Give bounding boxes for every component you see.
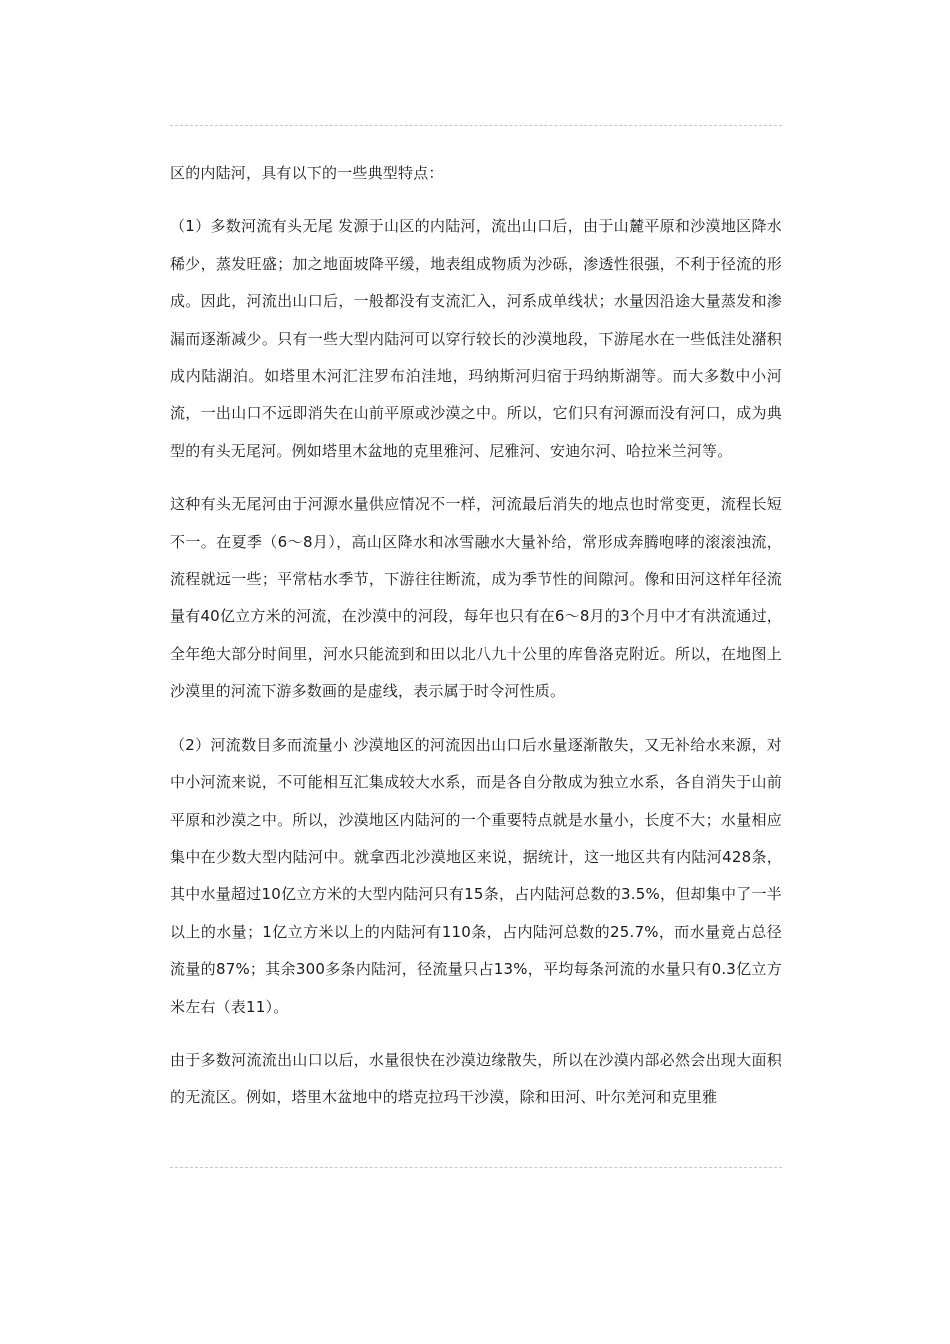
paragraph-seasonal-flow: 这种有头无尾河由于河源水量供应情况不一样，河流最后消失的地点也时常变更，流程长短不一。在夏季（6～8月），高山区降水和冰雪融水大量补给，常形成奔腾咆哮的滚滚浊流，流程就远一些；平常枯水季节，下游往往断流，成为季节性的间隙河。像和田河这样年径流量有40亿立方米的河流，在沙漠中的河段，每年也只有在6～8月的3个月中才有洪流通过，全年绝大部分时间里，河水只能流到和田以北八九十公里的库鲁洛克附近。所以，在地图上沙漠里的河流下游多数画的是虚线，表示属于时令河性质。 xyxy=(170,495,782,701)
page-body xyxy=(170,155,782,1159)
paragraph-no-flow-zone: 由于多数河流流出山口以后，水量很快在沙漠边缘散失，所以在沙漠内部必然会出现大面积的无流区。例如，塔里木盆地中的塔克拉玛干沙漠，除和田河、叶尔羌河和克里雅 xyxy=(170,1050,782,1107)
page-bottom-divider xyxy=(170,1167,782,1168)
page-top-divider xyxy=(170,125,782,126)
paragraph-point-2: （2）河流数目多而流量小 沙漠地区的河流因出山口后水量逐渐散失，又无补给水来源，对中小河流来说，不可能相互汇集成较大水系，而是各自分散成为独立水系，各自消失于山前平原和沙漠之中。所以，沙漠地区内陆河的一个重要特点就是水量小，长度不大；水量相应集中在少数大型内陆河中。就拿西北沙漠地区来说，据统计，这一地区共有内陆河428条，其中水量超过10亿立方米的大型内陆河只有15条，占内陆河总数的3.5%，但却集中了一半以上的水量；1亿立方米以上的内陆河有110条，占内陆河总数的25.7%，而水量竟占总径流量的87%；其余300多条内陆河，径流量只占13%，平均每条河流的水量只有0.3亿立方米左右（表11）。 xyxy=(170,735,782,1016)
paragraph-intro: 区的内陆河，具有以下的一些典型特点： xyxy=(170,164,444,182)
paragraph-point-1: （1）多数河流有头无尾 发源于山区的内陆河，流出山口后，由于山麓平原和沙漠地区降水稀少，蒸发旺盛；加之地面坡降平缓，地表组成物质为沙砾，渗透性很强，不利于径流的形成。因此，河流出山口后，一般都没有支流汇入，河系成单线状；水量因沿途大量蒸发和渗漏而逐渐减少。只有一些大型内陆河可以穿行较长的沙漠地段，下游尾水在一些低洼处潴积成内陆湖泊。如塔里木河汇注罗布泊洼地，玛纳斯河归宿于玛纳斯湖等。而大多数中小河流，一出山口不远即消失在山前平原或沙漠之中。所以，它们只有河源而没有河口，成为典型的有头无尾河。例如塔里木盆地的克里雅河、尼雅河、安迪尔河、哈拉米兰河等。 xyxy=(170,217,782,460)
